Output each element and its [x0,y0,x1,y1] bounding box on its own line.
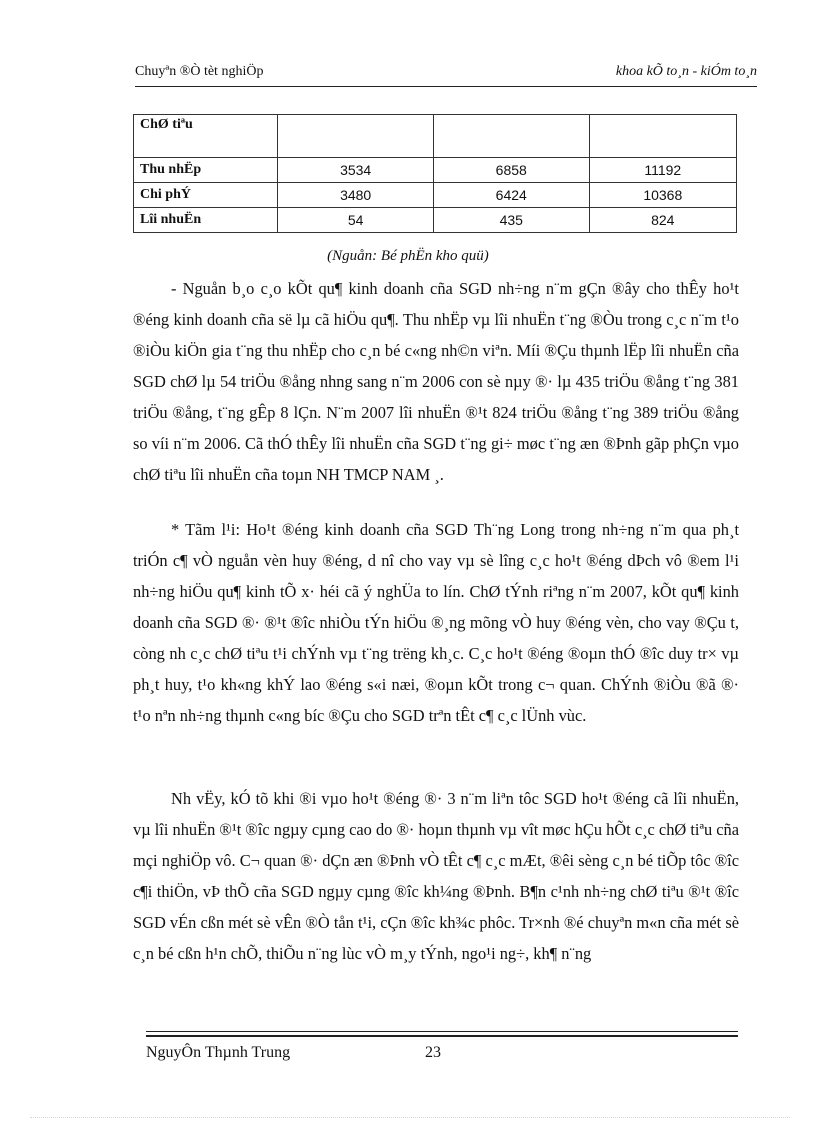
paragraph-conclusion [133,783,739,969]
footer-author: NguyÔn Thµnh Trung [146,1044,291,1061]
table-cell: 3480 [278,183,434,208]
table-cell: 6858 [433,158,589,183]
table-row [134,183,737,208]
table-cell: 3534 [278,158,434,183]
table-header-row [134,115,737,158]
row-label: Lîi nhuËn [134,208,278,233]
footer-divider-thin [146,1031,738,1032]
header-left-title: Chuyªn ®Ò tèt nghiÖp [135,64,264,79]
table-cell: 54 [278,208,434,233]
header-right-title: khoa kÕ to¸n - kiÓm to¸n [615,64,757,79]
page-header [135,64,757,84]
table-cell: 10368 [589,183,736,208]
table-row [134,208,737,233]
footer-divider-thick [146,1035,738,1037]
table-cell: 11192 [589,158,736,183]
page-number: 23 [425,1044,441,1061]
financial-results-table [133,114,737,233]
table-cell: 435 [433,208,589,233]
page-bottom-edge [30,1117,790,1118]
table-header-label: ChØ tiªu [134,115,278,158]
table-header-cell [589,115,736,158]
table-row [134,158,737,183]
table-header-cell [278,115,434,158]
row-label: Thu nhËp [134,158,278,183]
paragraph-text: - Nguån b¸o c¸o kÕt qu¶ kinh doanh cña SGD nh÷ng n¨m gÇn ®ây cho thÊy ho¹t ®éng kinh doanh cña së lµ cã hiÖu qu¶. Thu nhËp vµ lîi nhuËn t¨ng ®Òu trong c¸c n¨m t¹o ®iÒu kiÖn gia t¨ng thu nhËp cho c¸n bé c«ng nh©n viªn. Míi ®Çu thµnh lËp lîi nhuËn cña SGD chØ lµ 54 triÖu ®ång nhng sang n¨m 2006 con sè nµy ®· lµ 435 triÖu ®ång t¨ng 381 triÖu ®ång, t¨ng gÊp 8 lÇn. N¨m 2007 lîi nhuËn ®¹t 824 triÖu ®ång t¨ng 389 triÖu ®ång so víi n¨m 2006. Cã thÓ thÊy lîi nhuËn cña SGD t¨ng gi÷ møc t¨ng æn ®Þnh gãp phÇn vµo chØ tiªu lîi nhuËn cña toµn NH TMCP NAM ¸. [133,279,739,484]
paragraph-summary [133,514,739,731]
table-cell: 824 [589,208,736,233]
paragraph-text: * Tãm l¹i: Ho¹t ®éng kinh doanh cña SGD Th¨ng Long trong nh÷ng n¨m qua ph¸t triÓn c¶ vÒ nguån vèn huy ®éng, d nî cho vay vµ sè lîng c¸c ho¹t ®éng dÞch vô ®em l¹i nh÷ng hiÖu qu¶ kinh tÕ x· héi cã ý nghÜa to lín. ChØ tÝnh riªng n¨m 2007, kÕt qu¶ kinh doanh cña SGD ®· ®¹t ®îc nhiÒu tÝn hiÖu ®¸ng mõng vÒ huy ®éng vèn, cho vay ®Çu t, còng nh c¸c chØ tiªu t¹i chÝnh vµ t¨ng trëng kh¸c. C¸c ho¹t ®éng ®oµn thÓ ®îc duy tr× vµ ph¸t huy, t¹o kh«ng khÝ lao ®éng s«i næi, ®oµn kÕt trong c¬ quan. ChÝnh ®iÒu ®ã ®· t¹o nªn nh÷ng thµnh c«ng bíc ®Çu cho SGD trªn tÊt c¶ c¸c lÜnh vùc. [133,520,739,725]
table-cell: 6424 [433,183,589,208]
header-divider [135,86,757,87]
row-label: Chi phÝ [134,183,278,208]
paragraph-results-analysis [133,273,739,490]
table-source-note: (Nguån: Bé phËn kho quü) [327,248,489,264]
table-header-cell [433,115,589,158]
paragraph-text: Nh vËy, kÓ tõ khi ®i vµo ho¹t ®éng ®· 3 n¨m liªn tôc SGD ho¹t ®éng cã lîi nhuËn, vµ lîi nhuËn ®¹t ®îc ngµy cµng cao do ®· hoµn thµnh vµ vît møc hÇu hÕt c¸c chØ tiªu cña mçi nghiÖp vô. C¬ quan ®· dÇn æn ®Þnh vÒ tÊt c¶ c¸c mÆt, ®êi sèng c¸n bé tiÕp tôc ®îc c¶i thiÖn, vÞ thÕ cña SGD ngµy cµng ®îc kh¼ng ®Þnh. B¶n c¹nh nh÷ng chØ tiªu ®¹t ®îc SGD vÉn cßn mét sè vÊn ®Ò tån t¹i, cÇn ®îc kh¾c phôc. Tr×nh ®é chuyªn m«n cña mét sè c¸n bé cßn h¹n chÕ, thiÕu n¨ng lùc vÒ m¸y tÝnh, ngo¹i ng÷, kh¶ n¨ng [133,789,740,963]
